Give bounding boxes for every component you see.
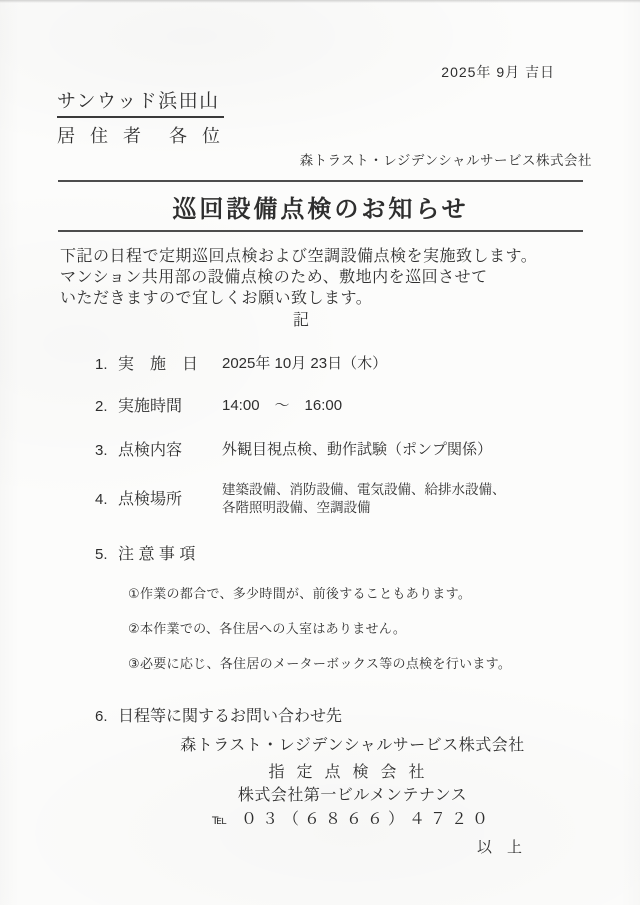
tel-number: ０３（６８６６）４７２０ [241,811,494,828]
item-number: 1. [95,356,108,373]
item-value-line-2: 各階照明設備、空調設備 [222,499,371,515]
item-label: 実施時間 [118,398,183,415]
item-value [222,481,552,516]
item-number: 2. [95,398,108,415]
item-label: 実 施 日 [118,356,199,373]
record-marker: 記 [292,312,309,329]
list-item-cautions-heading [95,541,195,564]
closing-marker: 以 上 [476,839,522,856]
intro-line-2: マンション共用部の設備点検のため、敷地内を巡回させて [60,269,488,286]
intro-paragraph [60,246,537,309]
issue-date: 2025年 9月 吉日 [441,64,555,80]
contact-telephone [65,806,640,829]
list-item-inspection-content [95,437,493,460]
item-number: 3. [95,442,108,459]
item-number: 6. [95,708,108,725]
contact-contractor: 株式会社第一ビルメンテナンス [237,787,468,804]
item-label: 日程等に関するお問い合わせ先 [118,708,343,725]
addressee-residents: 居 住 者 各 位 [57,126,226,146]
item-value-line-1: 建築設備、消防設備、電気設備、給排水設備、 [222,482,506,497]
item-number: 4. [95,491,108,508]
item-value: 14:00 ～ 16:00 [222,397,343,414]
building-name: サンウッド浜田山 [57,86,224,118]
contact-designation: 指定点検会社 [268,764,437,781]
page-title: 巡回設備点検のお知らせ [172,195,469,223]
item-label: 注 意 事 項 [118,546,196,563]
item-value: 2025年 10月 23日（木） [222,355,388,372]
list-item-implementation-date [95,351,388,374]
contact-company: 森トラスト・レジデンシャルサービス株式会社 [180,737,525,754]
caution-note-1: ①作業の都合で、多少時間が、前後することもあります。 [128,586,472,601]
item-label: 点検場所 [118,491,183,508]
scan-edge-artifact [0,0,640,3]
title-box [58,180,583,232]
item-value: 外観目視点検、動作試験（ポンプ関係） [222,441,493,458]
item-number: 5. [95,546,108,563]
intro-line-1: 下記の日程で定期巡回点検および空調設備点検を実施致します。 [60,248,538,265]
sender-company: 森トラスト・レジデンシャルサービス株式会社 [299,153,592,168]
list-item-contact-heading [95,703,342,726]
tel-icon: ℡ [211,811,228,827]
list-item-implementation-time [95,393,343,416]
intro-line-3: いただきますので宜しくお願い致します。 [60,290,373,307]
caution-note-3: ③必要に応じ、各住居のメーターボックス等の点検を行います。 [128,656,512,671]
list-item-inspection-locations [95,482,506,515]
caution-note-2: ②本作業での、各住居への入室はありません。 [128,621,407,636]
item-label: 点検内容 [118,442,183,459]
